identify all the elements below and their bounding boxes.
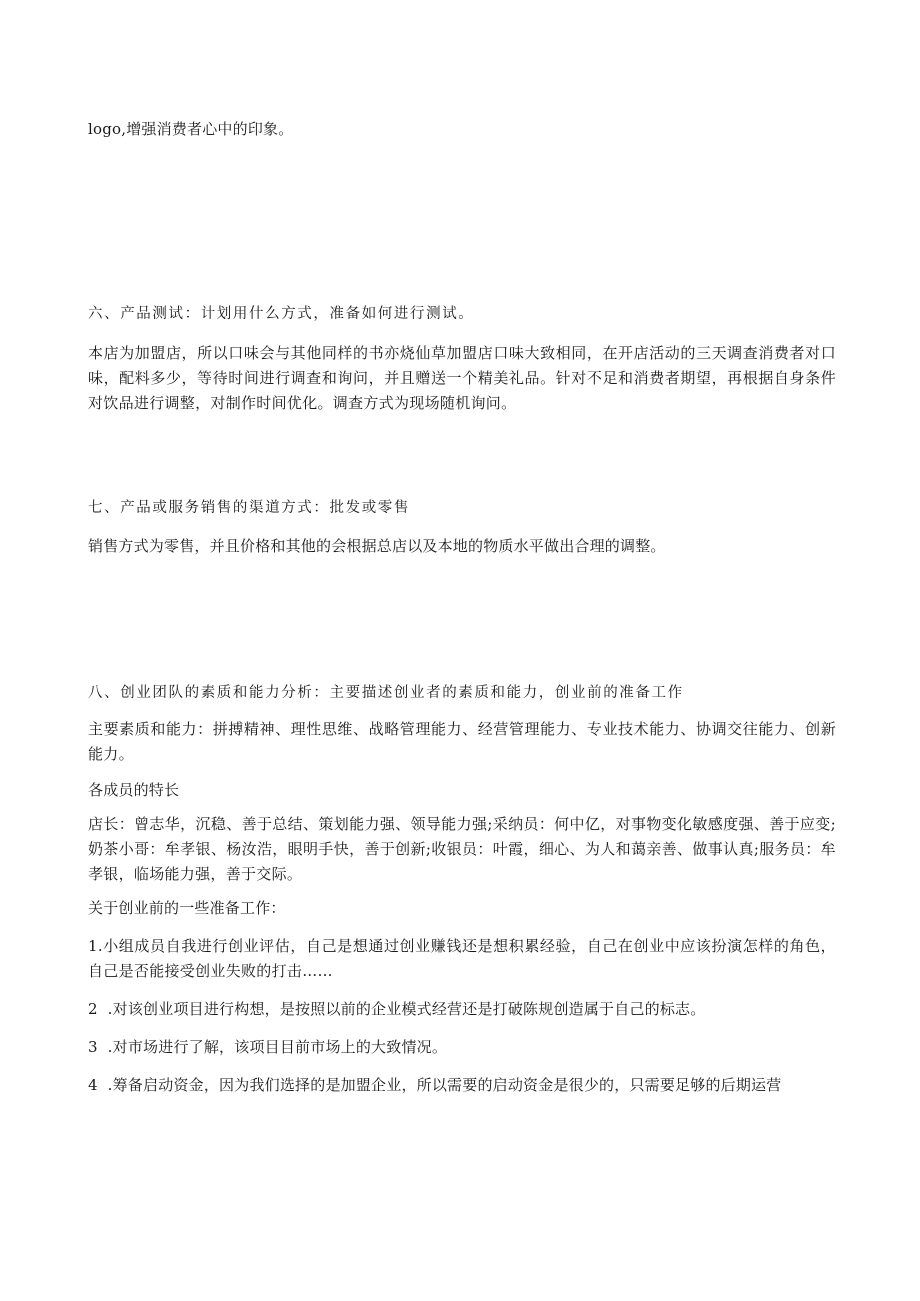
members-title: 各成员的特长 [88,781,180,799]
section-eight-heading: 八、创业团队的素质和能力分析：主要描述创业者的素质和能力，创业前的准备工作 [88,685,684,701]
prep-title: 关于创业前的一些准备工作： [88,899,286,917]
section-seven-body: 销售方式为零售，并且价格和其他的会根据总店以及本地的物质水平做出合理的调整。 [88,537,666,555]
members-description: 店长：曾志华，沉稳、善于总结、策划能力强、领导能力强;采纳员：何中亿，对事物变化敏感度强、善于应变;奶茶小哥：牟孝银、杨汝浩，眼明手快，善于创新;收银员：叶霞，细心、为人和蔼亲善、做事认真;服务员：牟孝银，临场能力强，善于交际。 [88,815,836,883]
prep-item-2: 2 .对该创业项目进行构想，是按照以前的企业模式经营还是打破陈规创造属于自己的标志。 [88,1000,706,1018]
section-eight-qualities: 主要素质和能力：拼搏精神、理性思维、战略管理能力、经营管理能力、专业技术能力、协调交往能力、创新能力。 [88,720,836,763]
section-six-heading: 六、产品测试：计划用什么方式，准备如何进行测试。 [88,306,475,322]
prep-item-4: 4 .筹备启动资金，因为我们选择的是加盟企业，所以需要的启动资金是很少的，只需要足够的后期运营 [88,1076,782,1094]
top-fragment-text: logo,增强消费者心中的印象。 [88,120,294,138]
section-six-body: 本店为加盟店，所以口味会与其他同样的书亦烧仙草加盟店口味大致相同，在开店活动的三天调查消费者对口味，配料多少，等待时间进行调查和询问，并且赠送一个精美礼品。针对不足和消费者期望，再根据自身条件对饮品进行调整，对制作时间优化。调查方式为现场随机询问。 [88,344,836,412]
prep-item-1: 1.小组成员自我进行创业评估，自己是想通过创业赚钱还是想积累经验，自己在创业中应该扮演怎样的角色，自己是否能接受创业失败的打击…… [88,937,836,980]
prep-item-3: 3 .对市场进行了解，该项目目前市场上的大致情况。 [88,1038,448,1056]
section-seven-heading: 七、产品或服务销售的渠道方式：批发或零售 [88,500,410,516]
